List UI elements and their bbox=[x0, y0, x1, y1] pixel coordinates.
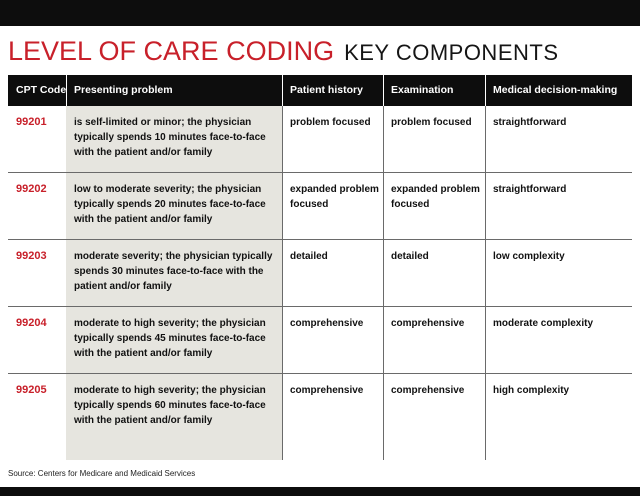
examination-cell: comprehensive bbox=[391, 385, 465, 396]
title-main: LEVEL OF CARE CODING bbox=[8, 36, 335, 66]
patient-history-cell: comprehensive bbox=[290, 385, 364, 396]
presenting-problem-cell: low to moderate severity; the physician typically spends 20 minutes face-to-face with the patient and/or family bbox=[74, 184, 266, 225]
header-cpt-code: CPT Code bbox=[16, 84, 67, 96]
decision-making-cell: moderate complexity bbox=[493, 318, 594, 329]
table-row bbox=[8, 240, 632, 307]
examination-cell: comprehensive bbox=[391, 318, 465, 329]
table-row bbox=[8, 106, 632, 173]
examination-cell: expanded problem focused bbox=[391, 184, 480, 210]
decision-making-cell: straightforward bbox=[493, 184, 567, 195]
presenting-problem-cell: moderate to high severity; the physician typically spends 60 minutes face-to-face with the patient and/or family bbox=[74, 385, 266, 426]
bottom-bar bbox=[0, 487, 640, 496]
header-examination: Examination bbox=[391, 84, 454, 96]
presenting-problem-cell: moderate severity; the physician typically spends 30 minutes face-to-face with the patient and/or family bbox=[74, 251, 273, 292]
cpt-code-cell: 99205 bbox=[16, 384, 47, 396]
decision-making-cell: high complexity bbox=[493, 385, 570, 396]
source-note: Source: Centers for Medicare and Medicaid Services bbox=[8, 469, 196, 478]
decision-making-cell: straightforward bbox=[493, 117, 567, 128]
patient-history-cell: expanded problem focused bbox=[290, 184, 379, 210]
table-row bbox=[8, 307, 632, 374]
presenting-problem-cell: is self-limited or minor; the physician typically spends 10 minutes face-to-face with the patient and/or family bbox=[74, 117, 266, 158]
presenting-problem-cell: moderate to high severity; the physician typically spends 45 minutes face-to-face with the patient and/or family bbox=[74, 318, 266, 359]
header-medical-decision-making: Medical decision-making bbox=[493, 84, 618, 96]
examination-cell: problem focused bbox=[391, 117, 472, 128]
cpt-code-cell: 99202 bbox=[16, 183, 47, 195]
header-presenting-problem: Presenting problem bbox=[74, 84, 173, 96]
top-bar bbox=[0, 0, 640, 26]
patient-history-cell: comprehensive bbox=[290, 318, 364, 329]
header-patient-history: Patient history bbox=[290, 84, 363, 96]
cpt-code-cell: 99201 bbox=[16, 116, 47, 128]
patient-history-cell: problem focused bbox=[290, 117, 371, 128]
title-sub: KEY COMPONENTS bbox=[344, 40, 559, 65]
page-title bbox=[8, 34, 559, 68]
decision-making-cell: low complexity bbox=[493, 251, 565, 262]
table-body bbox=[8, 106, 632, 460]
cpt-code-cell: 99203 bbox=[16, 250, 47, 262]
examination-cell: detailed bbox=[391, 251, 429, 262]
cpt-table bbox=[8, 75, 632, 460]
cpt-code-cell: 99204 bbox=[16, 317, 47, 329]
patient-history-cell: detailed bbox=[290, 251, 328, 262]
table-row bbox=[8, 173, 632, 240]
table-row bbox=[8, 374, 632, 460]
table-header bbox=[8, 75, 632, 106]
